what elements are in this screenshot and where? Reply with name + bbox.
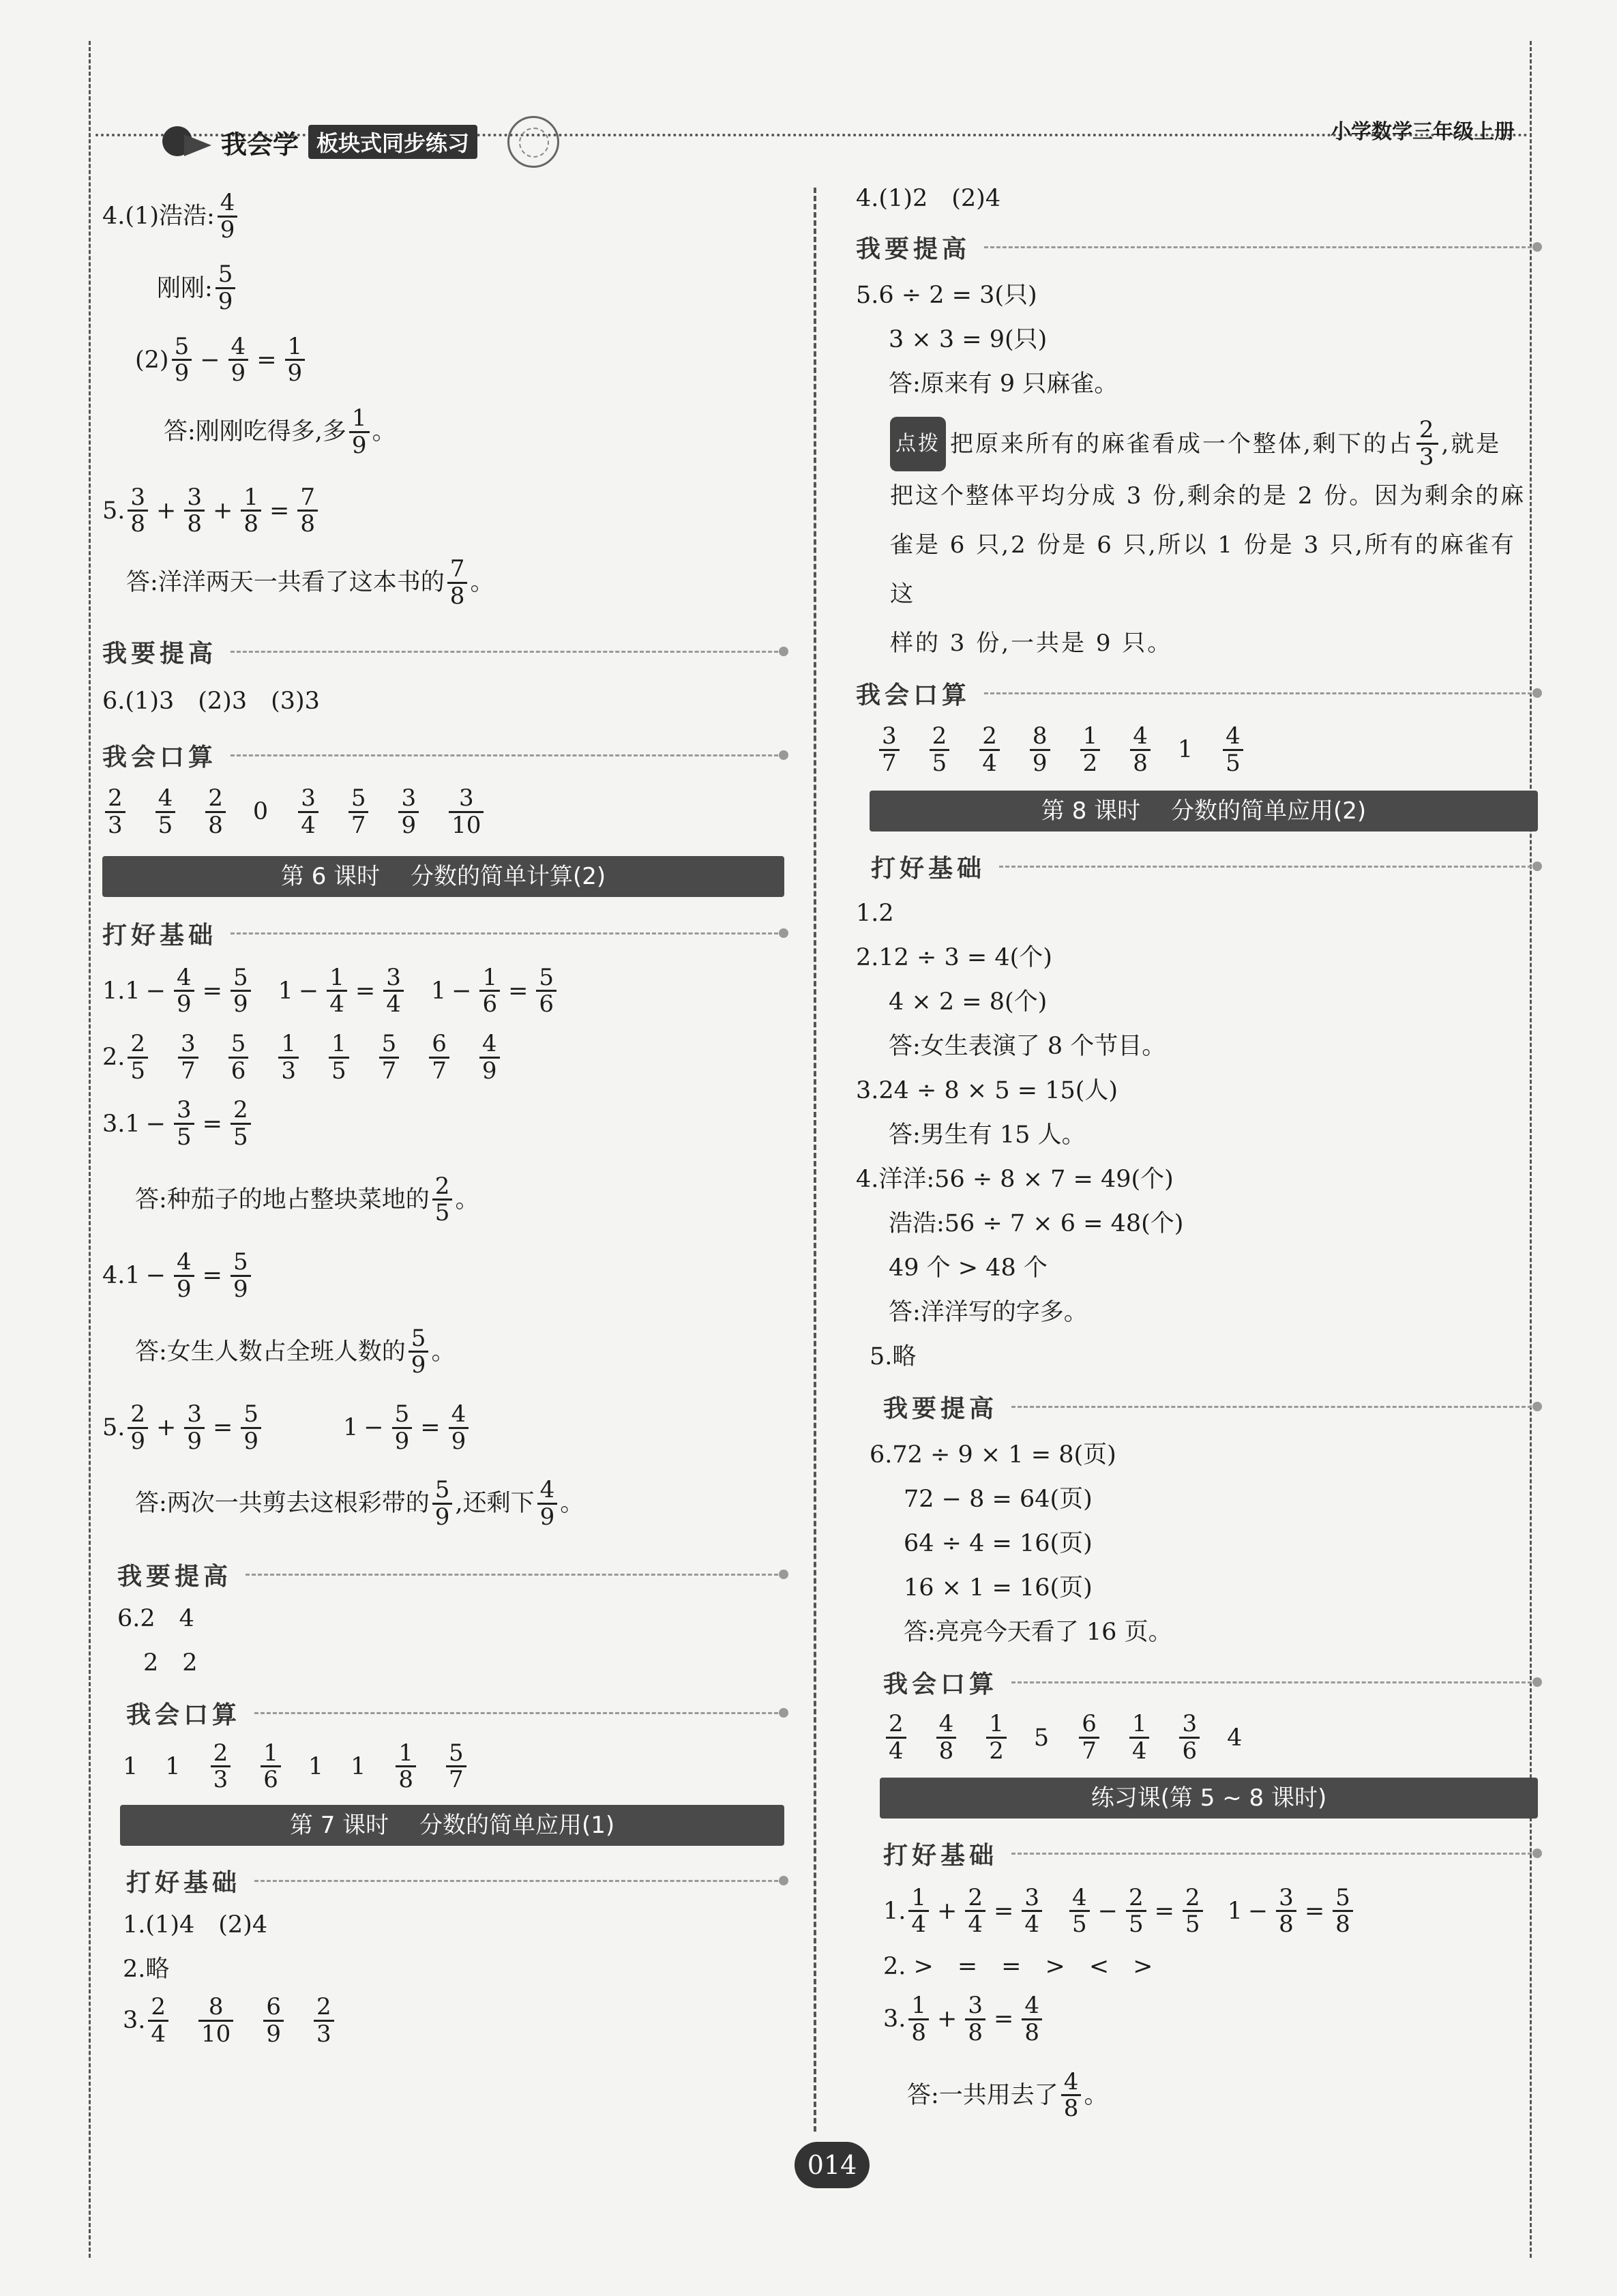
answer-line: 答:亮亮今天看了 16 页。 <box>904 1619 1172 1647</box>
answer-line: 1.(1)4 (2)4 <box>123 1911 268 1939</box>
tip-line: 样的 3 份,一共是 9 只。 <box>890 630 1173 657</box>
mascot-megaphone-icon <box>150 121 211 163</box>
stamp-icon <box>507 116 559 168</box>
equation-line: 5. $\frac{3}{8}$ + $\frac{3}{8}$ + $\frac{1}{8}$ = $\frac{7}{8}$ <box>102 486 784 537</box>
tip-paragraph <box>856 417 1538 668</box>
answer-line: 答:女生人数占全班人数的 $\frac{5}{9}$ 。 <box>135 1324 456 1379</box>
fraction: $\frac{2}{8}$ <box>205 786 226 838</box>
equation-line: 1. $\frac{1}{4}$ + $\frac{2}{4}$ = $\frac{3}{4}$ $\frac{4}{5}$ − $\frac{2}{5}$ = $\frac{2}{5}$ 1 − $\frac{3}{8}$ = $\frac{5}{8}$ <box>856 1886 1538 1937</box>
fraction: $\frac{4}{9}$ <box>218 191 238 242</box>
answer-line: 答:刚刚吃得多,多 $\frac{1}{9}$ 。 <box>164 404 396 459</box>
answer-line: 答:一共用去了 $\frac{4}{8}$ 。 <box>907 2067 1108 2123</box>
column-divider <box>814 188 816 2132</box>
answer-line: 4 × 2 = 8(个) <box>889 988 1048 1016</box>
fraction: $\frac{5}{9}$ <box>172 335 192 386</box>
answer-line: 答:洋洋写的字多。 <box>889 1299 1088 1327</box>
series-tag: 板块式同步练习 <box>308 125 477 159</box>
tip-line: 雀是 6 只,2 份是 6 只,所以 1 份是 3 只,所有的麻雀有这 <box>890 531 1516 608</box>
fraction: $\frac{7}{8}$ <box>297 486 318 537</box>
answer-line: 3.24 ÷ 8 × 5 = 15(人) <box>856 1077 1118 1105</box>
answer-line: 2.略 <box>123 1956 170 1983</box>
answer-line: 答:男生有 15 人。 <box>889 1121 1086 1149</box>
lesson-header: 第 7 课时 分数的简单应用(1) <box>120 1805 784 1846</box>
answer-line: 2. > = = > < > <box>883 1953 1153 1981</box>
answer-line <box>102 263 784 314</box>
equation-line: 3. 1 − $\frac{3}{5}$ = $\frac{2}{5}$ <box>102 1098 784 1149</box>
section-title: 打好基础 <box>102 916 784 951</box>
answer-line: 6.2 4 <box>117 1604 194 1632</box>
answer-text: 答:刚刚吃得多,多 <box>164 418 346 446</box>
section-title: 我会口算 <box>102 738 784 773</box>
section-title: 我要提高 <box>856 1389 1538 1424</box>
fraction: $\frac{1}{9}$ <box>349 407 370 458</box>
section-title: 我要提高 <box>102 1557 784 1592</box>
equation-line: 1. 1 − $\frac{4}{9}$ = $\frac{5}{9}$ 1 − $\frac{1}{4}$ = $\frac{3}{4}$ 1 − $\frac{1}{6}$ = $\frac{5}{6}$ <box>102 966 784 1017</box>
fraction: $\frac{2}{3}$ <box>105 786 125 838</box>
section-title: 我要提高 <box>856 230 1538 265</box>
page-number: 014 <box>795 2142 870 2188</box>
answer-line: 5.略 <box>870 1343 917 1371</box>
brand-title: 我会学 <box>221 129 299 160</box>
fraction: $\frac{4}{5}$ <box>155 786 176 838</box>
left-column <box>102 184 784 2046</box>
oral-answers: 3. $\frac{2}{4}$ $\frac{8}{10}$ $\frac{6}{9}$ $\frac{2}{3}$ <box>102 1995 784 2046</box>
answer-line: 3 × 3 = 9(只) <box>889 326 1048 353</box>
answer-line: 答:两次一共剪去这根彩带的 $\frac{5}{9}$ ,还剩下 $\frac{4}{9}$ 。 <box>135 1476 584 1531</box>
section-title: 我会口算 <box>102 1696 784 1731</box>
fraction: $\frac{3}{8}$ <box>128 486 148 537</box>
equation-line: (2) $\frac{5}{9}$ − $\frac{4}{9}$ = $\frac{1}{9}$ <box>102 335 784 386</box>
right-column <box>856 184 1538 2121</box>
fraction: $\frac{7}{8}$ <box>447 557 468 608</box>
question-label: 4.(1)浩浩: <box>102 203 215 231</box>
header-brand <box>150 116 559 168</box>
question-label: 5. <box>102 497 125 525</box>
answer-line: 2.12 ÷ 3 = 4(个) <box>856 944 1052 972</box>
equation-line: 4. 1 − $\frac{4}{9}$ = $\frac{5}{9}$ <box>102 1250 784 1301</box>
lesson-header: 第 6 课时 分数的简单计算(2) <box>102 856 784 897</box>
answer-line: 64 ÷ 4 = 16(页) <box>904 1530 1093 1558</box>
answer-line: 6.(1)3 (2)3 (3)3 <box>102 688 320 716</box>
oral-answers: $\frac{3}{7}$ $\frac{2}{5}$ $\frac{2}{4}$ $\frac{8}{9}$ $\frac{1}{2}$ $\frac{4}{8}$ 1 $\frac{4}{5}$ <box>856 724 1538 776</box>
answer-line: 答:种茄子的地占整块菜地的 $\frac{2}{5}$ 。 <box>135 1172 479 1227</box>
answer-line: 4.洋洋:56 ÷ 8 × 7 = 49(个) <box>856 1166 1174 1194</box>
section-title: 我会口算 <box>856 1665 1538 1700</box>
section-title: 打好基础 <box>856 1836 1538 1871</box>
equation-line: 3. $\frac{1}{8}$ + $\frac{3}{8}$ = $\frac{4}{8}$ <box>856 1994 1538 2045</box>
fraction: $\frac{1}{8}$ <box>241 486 261 537</box>
answer-text: 刚刚: <box>157 274 213 302</box>
answer-text: 0 <box>252 798 269 826</box>
section-title: 我会口算 <box>856 676 1538 711</box>
answer-line: 2 2 <box>143 1649 198 1677</box>
lesson-header: 第 8 课时 分数的简单应用(2) <box>870 791 1538 831</box>
answer-line: 4.(1)2 (2)4 <box>856 185 1001 212</box>
fraction: $\frac{5}{7}$ <box>348 786 369 838</box>
fraction: $\frac{4}{9}$ <box>228 335 249 386</box>
fraction: $\frac{1}{9}$ <box>285 335 306 386</box>
answer-line: 5.6 ÷ 2 = 3(只) <box>856 282 1037 309</box>
answer-line: 答:洋洋两天一共看了这本书的 $\frac{7}{8}$ 。 <box>126 555 494 610</box>
fraction: $\frac{3}{8}$ <box>184 486 205 537</box>
oral-answers: 2. $\frac{2}{5}$ $\frac{3}{7}$ $\frac{5}{6}$ $\frac{1}{3}$ $\frac{1}{5}$ $\frac{5}{7}$ $\frac{6}{7}$ $\frac{4}{9}$ <box>102 1032 784 1083</box>
answer-line: 答:女生表演了 8 个节目。 <box>889 1033 1166 1061</box>
answer-line: 6.72 ÷ 9 × 1 = 8(页) <box>870 1441 1116 1469</box>
answer-line: 浩浩:56 ÷ 7 × 6 = 48(个) <box>889 1210 1184 1238</box>
grade-label: 小学数学三年级上册 <box>1331 120 1515 144</box>
section-title: 打好基础 <box>102 1864 784 1898</box>
answer-line: 1.2 <box>856 900 894 928</box>
fraction: $\frac{3}{9}$ <box>398 786 419 838</box>
answer-line: 16 × 1 = 16(页) <box>904 1574 1093 1602</box>
tip-line: 把这个整体平均分成 3 份,剩余的是 2 份。因为剩余的麻 <box>890 482 1526 510</box>
lesson-header: 练习课(第 5 ~ 8 课时) <box>880 1778 1538 1819</box>
answer-text: 答:洋洋两天一共看了这本书的 <box>126 569 445 597</box>
oral-answers: 1 1 $\frac{2}{3}$ $\frac{1}{6}$ 1 1 $\frac{1}{8}$ $\frac{5}{7}$ <box>102 1741 784 1793</box>
answer-line: 答:原来有 9 只麻雀。 <box>889 370 1118 398</box>
oral-answers <box>102 786 784 838</box>
tip-badge: 点拨 <box>890 417 946 471</box>
question-label: (2) <box>135 346 169 374</box>
fraction: $\frac{3}{10}$ <box>449 786 484 838</box>
fraction: $\frac{5}{9}$ <box>216 263 236 314</box>
fraction: $\frac{3}{4}$ <box>298 786 318 838</box>
answer-line: 49 个 > 48 个 <box>889 1254 1048 1282</box>
equation-line: 5. $\frac{2}{9}$ + $\frac{3}{9}$ = $\frac{5}{9}$ 1 − $\frac{5}{9}$ = $\frac{4}{9}$ <box>102 1402 784 1454</box>
answer-line: 72 − 8 = 64(页) <box>904 1486 1093 1514</box>
section-title: 我要提高 <box>102 634 784 669</box>
answer-line <box>102 191 784 242</box>
section-title: 打好基础 <box>856 849 1538 884</box>
oral-answers: $\frac{2}{4}$ $\frac{4}{8}$ $\frac{1}{2}$ 5 $\frac{6}{7}$ $\frac{1}{4}$ $\frac{3}{6}$ 4 <box>856 1712 1538 1763</box>
tip-line: 点拨 把原来所有的麻雀看成一个整体,剩下的占 $\frac{2}{3}$ ,就是 <box>890 417 1538 471</box>
